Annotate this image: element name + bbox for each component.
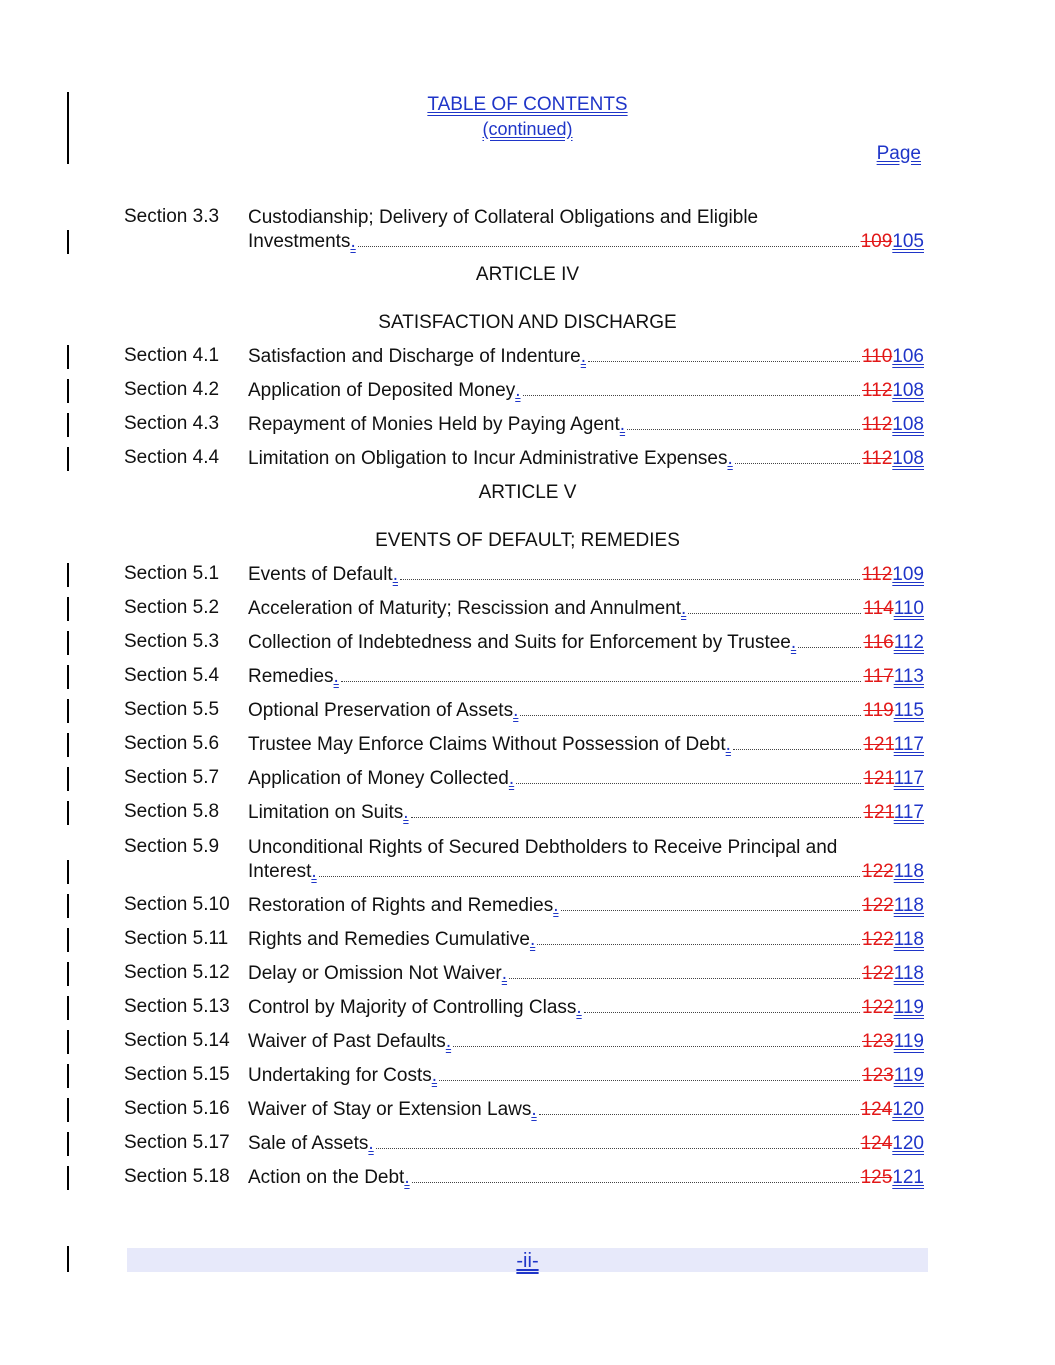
- old-page-number: 122: [862, 997, 894, 1018]
- section-number: Section 5.11: [124, 928, 229, 949]
- article-title: SATISFACTION AND DISCHARGE: [378, 312, 677, 333]
- old-page-number: 116: [863, 632, 894, 653]
- old-page-number: 112: [862, 448, 893, 469]
- change-bar: [67, 996, 69, 1020]
- section-title: Waiver of Stay or Extension Laws: [248, 1099, 532, 1120]
- inserted-period: .: [513, 700, 519, 721]
- section-number: Section 5.15: [124, 1064, 230, 1085]
- new-page-number[interactable]: 105: [892, 231, 924, 252]
- new-page-number[interactable]: 117: [893, 802, 924, 823]
- page-title: TABLE OF CONTENTS: [427, 94, 628, 115]
- dot-leader: [798, 647, 861, 648]
- dot-leader: [376, 1148, 859, 1149]
- change-bar: [67, 699, 69, 723]
- section-title: Application of Money Collected: [248, 768, 509, 789]
- new-page-number[interactable]: 118: [893, 861, 924, 882]
- inserted-period: .: [619, 414, 626, 435]
- inserted-period: .: [404, 1167, 410, 1188]
- change-bar: [67, 767, 69, 791]
- section-number: Section 5.4: [124, 665, 220, 686]
- inserted-period: .: [368, 1133, 374, 1154]
- section-title: Trustee May Enforce Claims Without Possession of Debt: [248, 734, 726, 755]
- new-page-number[interactable]: 117: [893, 734, 924, 755]
- old-page-number: 123: [862, 1065, 894, 1086]
- dot-leader: [735, 463, 860, 464]
- section-number: Section 5.2: [124, 597, 220, 618]
- dot-leader: [319, 876, 860, 877]
- dot-leader: [358, 246, 859, 247]
- section-number: Section 5.10: [124, 894, 230, 915]
- inserted-period: .: [580, 346, 586, 367]
- section-title: Satisfaction and Discharge of Indenture: [248, 346, 581, 367]
- inserted-period: .: [333, 666, 339, 687]
- old-page-number: 122: [862, 963, 894, 984]
- section-title: Application of Deposited Money: [248, 380, 516, 401]
- new-page-number[interactable]: 109: [892, 564, 924, 585]
- dot-leader: [523, 395, 861, 396]
- section-title: Remedies: [248, 666, 334, 687]
- new-page-number[interactable]: 120: [892, 1099, 924, 1120]
- section-title: Repayment of Monies Held by Paying Agent: [248, 414, 620, 435]
- change-bar: [67, 379, 69, 403]
- section-number: Section 5.14: [124, 1030, 230, 1051]
- change-bar: [67, 894, 69, 918]
- section-number: Section 4.1: [124, 345, 220, 366]
- section-title: Optional Preservation of Assets: [248, 700, 514, 721]
- old-page-number: 110: [862, 346, 893, 367]
- change-bar: [67, 1030, 69, 1054]
- dot-leader: [341, 681, 862, 682]
- section-number: Section 4.3: [124, 413, 220, 434]
- inserted-period: .: [515, 380, 521, 401]
- dot-leader: [588, 361, 860, 362]
- dot-leader: [539, 1114, 859, 1115]
- change-bar: [67, 413, 69, 437]
- old-page-number: 121: [863, 768, 894, 789]
- change-bar: [67, 962, 69, 986]
- change-bar: [67, 230, 69, 254]
- section-title: Events of Default: [248, 564, 393, 585]
- section-number: Section 5.9: [124, 836, 220, 857]
- article-title: EVENTS OF DEFAULT; REMEDIES: [375, 530, 680, 551]
- change-bar: [67, 733, 69, 757]
- old-page-number: 112: [862, 380, 893, 401]
- inserted-period: .: [553, 895, 559, 916]
- old-page-number: 121: [863, 734, 894, 755]
- old-page-number: 124: [860, 1133, 893, 1154]
- inserted-period: .: [392, 564, 398, 585]
- new-page-number[interactable]: 117: [893, 768, 924, 789]
- old-page-number: 124: [860, 1099, 893, 1120]
- section-title: Action on the Debt: [248, 1167, 405, 1188]
- old-page-number: 119: [863, 700, 894, 721]
- section-title-line: Unconditional Rights of Secured Debtholders to Receive Principal and: [248, 837, 838, 858]
- page-column-label: Page: [876, 143, 921, 164]
- old-page-number: 122: [862, 861, 894, 882]
- old-page-number: 112: [862, 564, 893, 585]
- change-bar: [67, 1132, 69, 1156]
- section-title: Undertaking for Costs: [248, 1065, 432, 1086]
- old-page-number: 114: [863, 598, 894, 619]
- section-title: Limitation on Obligation to Incur Administrative Expenses: [248, 448, 728, 469]
- old-page-number: 121: [863, 802, 894, 823]
- inserted-period: .: [681, 598, 687, 619]
- section-number: Section 5.3: [124, 631, 220, 652]
- dot-leader: [627, 429, 860, 430]
- dot-leader: [733, 749, 861, 750]
- old-page-number: 125: [860, 1167, 893, 1188]
- section-number: Section 5.13: [124, 996, 230, 1017]
- inserted-period: .: [529, 929, 536, 950]
- old-page-number: 122: [862, 895, 894, 916]
- section-title-line: Custodianship; Delivery of Collateral Obligations and Eligible: [248, 207, 759, 228]
- inserted-period: .: [350, 231, 356, 252]
- dot-leader: [439, 1080, 860, 1081]
- section-number: Section 5.8: [124, 801, 220, 822]
- dot-leader: [509, 978, 860, 979]
- section-number: Section 4.2: [124, 379, 220, 400]
- dot-leader: [688, 613, 861, 614]
- inserted-period: .: [501, 963, 508, 984]
- new-page-number[interactable]: 108: [892, 448, 924, 469]
- change-bar: [67, 1098, 69, 1122]
- inserted-period: .: [790, 632, 797, 653]
- section-title: Delay or Omission Not Waiver: [248, 963, 502, 984]
- inserted-period: .: [403, 802, 409, 823]
- inserted-period: .: [445, 1031, 452, 1052]
- section-number: Section 5.1: [124, 563, 220, 584]
- old-page-number: 123: [862, 1031, 894, 1052]
- old-page-number: 122: [862, 929, 894, 950]
- section-title: Control by Majority of Controlling Class: [248, 997, 577, 1018]
- inserted-period: .: [531, 1099, 537, 1120]
- old-page-number: 112: [862, 414, 893, 435]
- new-page-number[interactable]: 119: [893, 1031, 924, 1052]
- page-subtitle: (continued): [482, 119, 573, 139]
- new-page-number[interactable]: 120: [892, 1133, 924, 1154]
- dot-leader: [584, 1012, 860, 1013]
- new-page-number[interactable]: 115: [893, 700, 924, 721]
- section-title: Collection of Indebtedness and Suits for Enforcement by Trustee: [248, 632, 791, 653]
- change-bar: [67, 1064, 69, 1088]
- change-bar: [67, 665, 69, 689]
- section-title: Waiver of Past Defaults: [248, 1031, 446, 1052]
- new-page-number[interactable]: 113: [893, 666, 924, 687]
- new-page-number[interactable]: 106: [892, 346, 924, 367]
- change-bar: [67, 631, 69, 655]
- new-page-number[interactable]: 121: [892, 1167, 924, 1188]
- section-title: Sale of Assets: [248, 1133, 369, 1154]
- new-page-number[interactable]: 118: [893, 895, 924, 916]
- section-title: Investments: [248, 231, 351, 252]
- new-page-number[interactable]: 118: [893, 929, 924, 950]
- new-page-number[interactable]: 118: [893, 963, 924, 984]
- change-bar: [67, 1166, 69, 1190]
- section-title: Acceleration of Maturity; Rescission and Annulment: [248, 598, 681, 619]
- article-label: ARTICLE IV: [475, 264, 580, 285]
- dot-leader: [516, 783, 861, 784]
- new-page-number[interactable]: 110: [893, 598, 924, 619]
- section-number: Section 5.7: [124, 767, 220, 788]
- dot-leader: [537, 944, 860, 945]
- section-title: Rights and Remedies Cumulative: [248, 929, 530, 950]
- change-bar: [67, 597, 69, 621]
- change-bar: [67, 563, 69, 587]
- section-number: Section 5.16: [124, 1098, 230, 1119]
- change-bar: [67, 345, 69, 369]
- inserted-period: .: [727, 448, 733, 469]
- old-page-number: 109: [860, 231, 893, 252]
- section-number: Section 4.4: [124, 447, 220, 468]
- section-title: Restoration of Rights and Remedies: [248, 895, 554, 916]
- dot-leader: [400, 579, 860, 580]
- change-bar: [67, 447, 69, 471]
- section-number: Section 5.18: [124, 1166, 230, 1187]
- old-page-number: 117: [863, 666, 894, 687]
- section-title: Interest: [248, 861, 312, 882]
- new-page-number[interactable]: 108: [892, 380, 924, 401]
- dot-leader: [411, 817, 862, 818]
- inserted-period: .: [311, 861, 317, 882]
- article-label: ARTICLE V: [478, 482, 577, 503]
- section-number: Section 5.12: [124, 962, 230, 983]
- section-number: Section 5.6: [124, 733, 220, 754]
- dot-leader: [561, 910, 861, 911]
- section-number: Section 5.17: [124, 1132, 230, 1153]
- section-title: Limitation on Suits: [248, 802, 404, 823]
- inserted-period: .: [431, 1065, 438, 1086]
- dot-leader: [412, 1182, 859, 1183]
- dot-leader: [520, 715, 861, 716]
- page-number: -ii-: [516, 1250, 539, 1272]
- change-bar: [67, 928, 69, 952]
- new-page-number[interactable]: 108: [892, 414, 924, 435]
- inserted-period: .: [576, 997, 582, 1018]
- new-page-number[interactable]: 112: [893, 632, 924, 653]
- dot-leader: [453, 1046, 860, 1047]
- change-bar: [67, 801, 69, 825]
- change-bar: [67, 860, 69, 884]
- inserted-period: .: [725, 734, 731, 755]
- inserted-period: .: [508, 768, 515, 789]
- new-page-number[interactable]: 119: [893, 997, 924, 1018]
- new-page-number[interactable]: 119: [893, 1065, 924, 1086]
- section-number: Section 3.3: [124, 206, 220, 227]
- section-number: Section 5.5: [124, 699, 220, 720]
